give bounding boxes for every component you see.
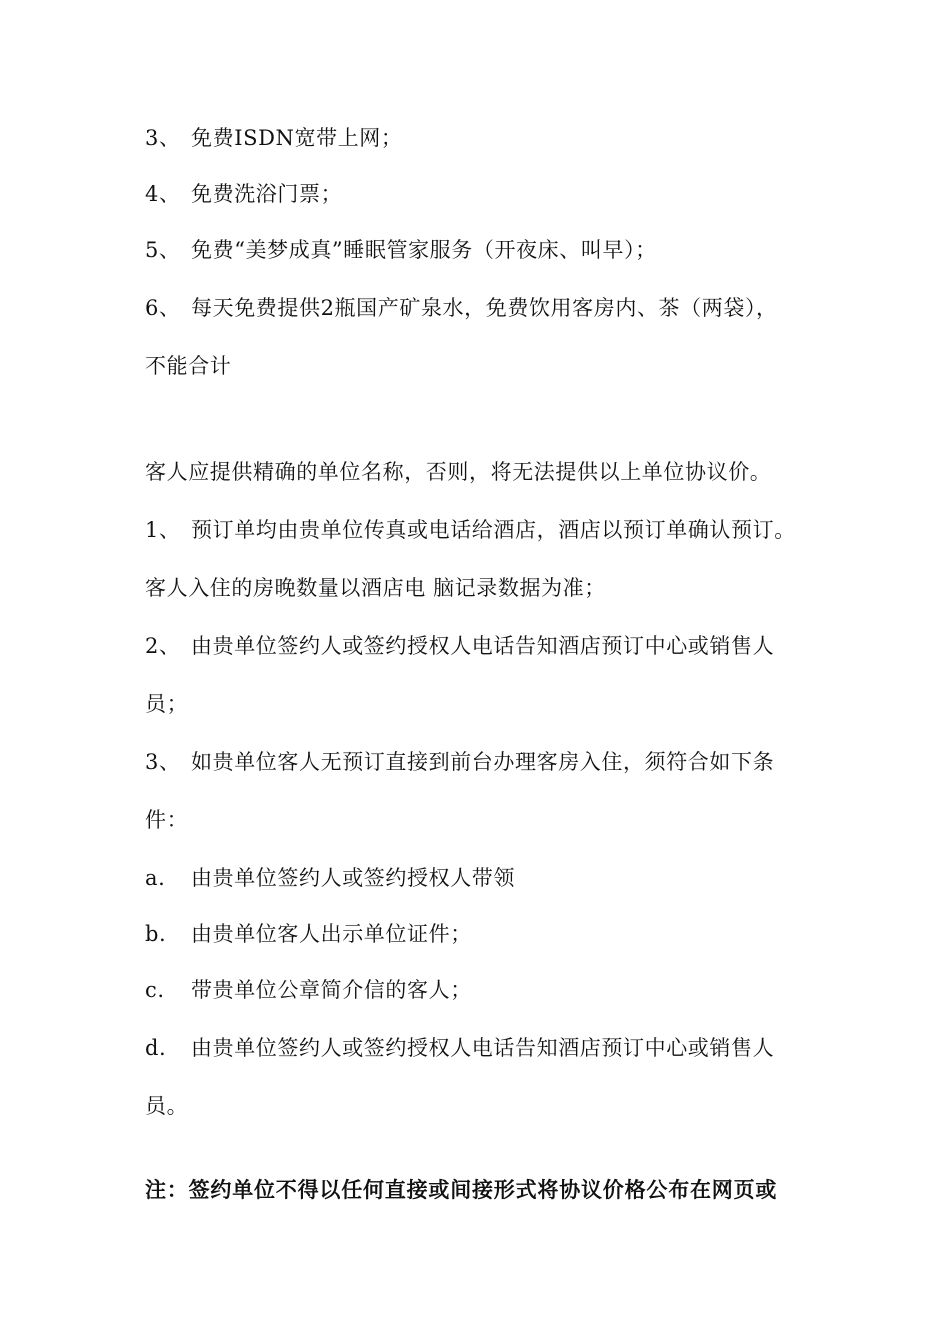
rule-item-1-continued: 客人入住的房晚数量以酒店电 脑记录数据为准； <box>145 576 606 600</box>
note-paragraph: 注：签约单位不得以任何直接或间接形式将协议价格公布在网页或 <box>145 1178 778 1202</box>
benefit-text: 免费洗浴门票； <box>191 182 343 206</box>
benefit-number: 6、 <box>145 296 181 320</box>
benefit-text: 免费ISDN宽带上网； <box>191 126 403 150</box>
rule-text: 由贵单位签约人或签约授权人电话告知酒店预订中心或销售人 <box>191 634 775 658</box>
condition-item-a <box>145 864 515 892</box>
condition-text: 由贵单位客人出示单位证件； <box>191 922 472 946</box>
benefit-item-3 <box>145 124 403 152</box>
rule-item-2 <box>145 632 774 660</box>
benefit-number: 3、 <box>145 126 181 150</box>
benefit-number: 5、 <box>145 238 181 262</box>
benefit-item-6 <box>145 294 778 322</box>
condition-letter: b. <box>145 922 167 946</box>
condition-text: 带贵单位公章简介信的客人； <box>191 978 472 1002</box>
benefit-number: 4、 <box>145 182 181 206</box>
benefit-item-4 <box>145 180 342 208</box>
condition-text: 由贵单位签约人或签约授权人带领 <box>191 866 515 890</box>
rule-item-3-continued: 件： <box>145 808 189 832</box>
condition-item-b <box>145 920 472 948</box>
rule-item-2-continued: 员； <box>145 692 189 716</box>
intro-paragraph: 客人应提供精确的单位名称，否则，将无法提供以上单位协议价。 <box>145 460 772 484</box>
benefit-text: 免费“美梦成真”睡眠管家服务（开夜床、叫早）； <box>191 238 657 262</box>
condition-letter: a. <box>145 866 166 890</box>
rule-item-1 <box>145 516 796 544</box>
condition-letter: d. <box>145 1036 167 1060</box>
condition-item-d-continued: 员。 <box>145 1094 189 1118</box>
benefit-item-5 <box>145 236 657 264</box>
rule-text: 预订单均由贵单位传真或电话给酒店，酒店以预订单确认预订。 <box>191 518 796 542</box>
benefit-text: 每天免费提供2瓶国产矿泉水，免费饮用客房内、茶（两袋）， <box>191 296 778 320</box>
rule-text: 如贵单位客人无预订直接到前台办理客房入住，须符合如下条 <box>191 750 775 774</box>
benefit-item-6-continued: 不能合计 <box>145 354 232 378</box>
condition-item-c <box>145 976 472 1004</box>
condition-item-d <box>145 1034 774 1062</box>
rule-number: 1、 <box>145 518 181 542</box>
rule-number: 3、 <box>145 750 181 774</box>
condition-letter: c. <box>145 978 165 1002</box>
rule-item-3 <box>145 748 774 776</box>
condition-text: 由贵单位签约人或签约授权人电话告知酒店预订中心或销售人 <box>191 1036 775 1060</box>
rule-number: 2、 <box>145 634 181 658</box>
